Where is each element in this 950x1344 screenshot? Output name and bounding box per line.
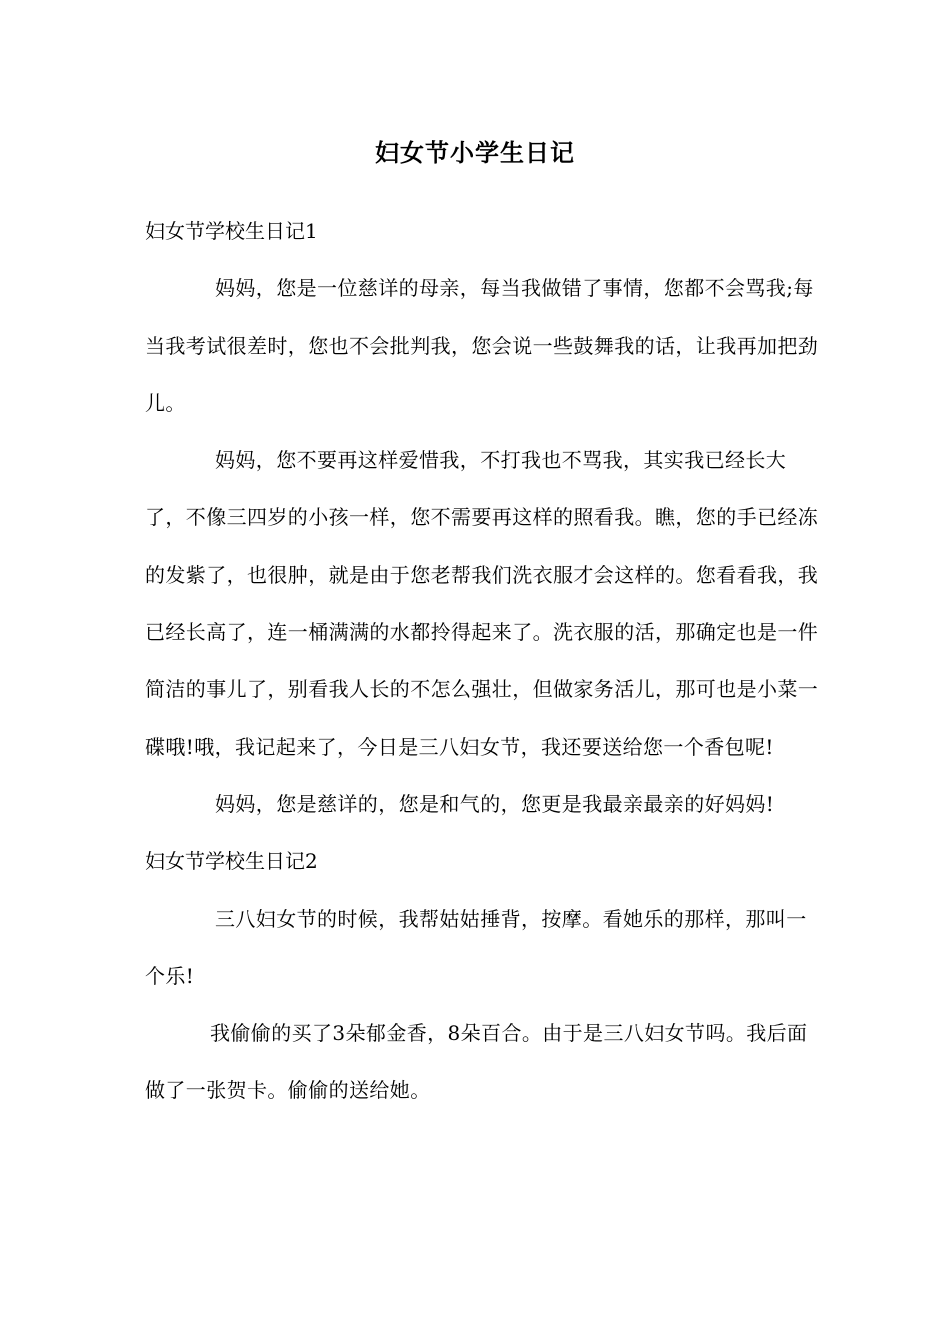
paragraph: 妈妈，您不要再这样爱惜我，不打我也不骂我，其实我已经长大了，不像三四岁的小孩一样，您不需要再这样的照看我。瞧，您的手已经冻的发紫了，也很肿，就是由于您老帮我们洗衣服才会这样的。您看看我，我已经长高了，连一桶满满的水都拎得起来了。洗衣服的活，那确定也是一件简洁的事儿了，别看我人长的不怎么强壮，但做家务活儿，那可也是小菜一碟哦!哦，我记起来了，今日是三八妇女节，我还要送给您一个香包呢! xyxy=(145,448,819,759)
paragraph: 三八妇女节的时候，我帮姑姑捶背，按摩。看她乐的那样，那叫一个乐! xyxy=(145,906,807,988)
paragraph: 妈妈，您是慈详的，您是和气的，您更是我最亲最亲的好妈妈! xyxy=(215,791,775,816)
section-1 xyxy=(145,203,825,833)
paragraph: 我偷偷的买了3朵郁金香，8朵百合。由于是三八妇女节吗。我后面做了一张贺卡。偷偷的送给她。 xyxy=(145,1021,808,1103)
section-heading: 妇女节学校生日记1 xyxy=(145,219,318,243)
section-2 xyxy=(145,833,825,1119)
document-body xyxy=(145,203,825,1120)
document-title: 妇女节小学生日记 xyxy=(375,138,575,167)
section-heading: 妇女节学校生日记2 xyxy=(145,849,318,874)
paragraph: 妈妈，您是一位慈详的母亲，每当我做错了事情，您都不会骂我;每当我考试很差时，您也不会批判我，您会说一些鼓舞我的话，让我再加把劲儿。 xyxy=(145,276,819,415)
